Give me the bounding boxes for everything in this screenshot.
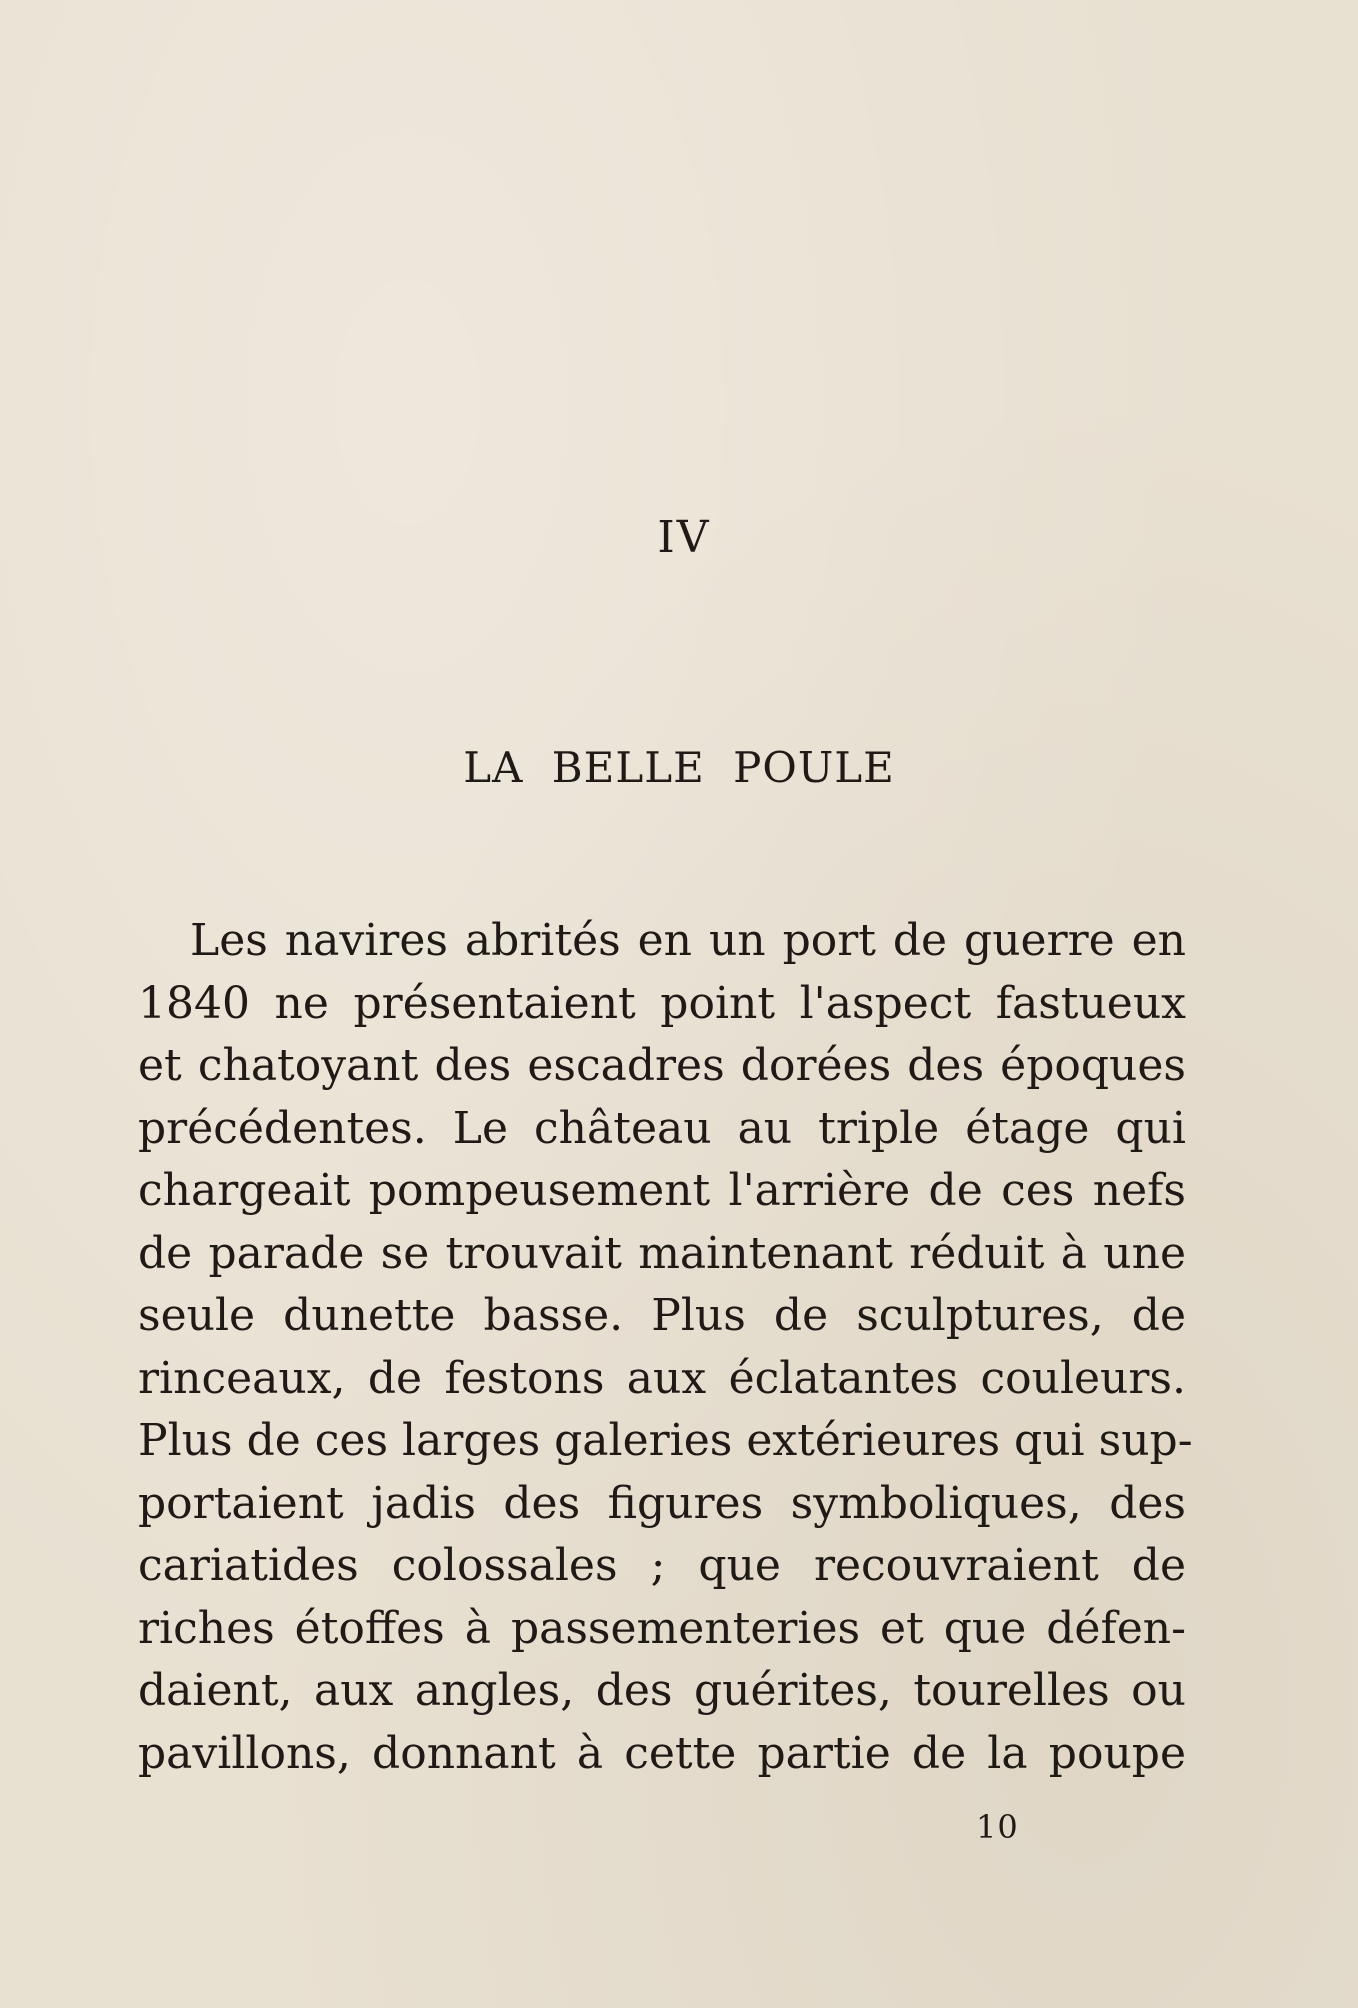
text-line: seule dunette basse. Plus de sculptures, de xyxy=(138,1290,1186,1341)
text-line: daient, aux angles, des guérites, tourelles ou xyxy=(138,1665,1186,1716)
chapter-number: IV xyxy=(657,512,711,563)
text-line: portaient jadis des figures symboliques, des xyxy=(138,1477,1186,1529)
text-line: précédentes. Le château au triple étage qui xyxy=(138,1102,1186,1154)
text-line: pavillons, donnant à cette partie de la poupe xyxy=(138,1727,1186,1779)
text-line: de parade se trouvait maintenant réduit à une xyxy=(138,1227,1186,1279)
body-paragraph xyxy=(138,910,1193,1785)
page-number: 10 xyxy=(976,1808,1019,1846)
text-line: Les navires abrités en un port de guerre en xyxy=(190,915,1186,966)
text-line: chargeait pompeusement l'arrière de ces nefs xyxy=(138,1165,1186,1216)
chapter-title: LA BELLE POULE xyxy=(463,743,895,792)
text-line: rinceaux, de festons aux éclatantes couleurs. xyxy=(138,1352,1186,1404)
text-line: 1840 ne présentaient point l'aspect fastueux xyxy=(138,977,1186,1029)
text-line: Plus de ces larges galeries extérieures qui sup- xyxy=(138,1415,1193,1466)
text-line: et chatoyant des escadres dorées des époques xyxy=(138,1040,1186,1091)
text-line: riches étoffes à passementeries et que défen- xyxy=(138,1602,1186,1654)
text-line: cariatides colossales ; que recouvraient de xyxy=(138,1540,1186,1591)
